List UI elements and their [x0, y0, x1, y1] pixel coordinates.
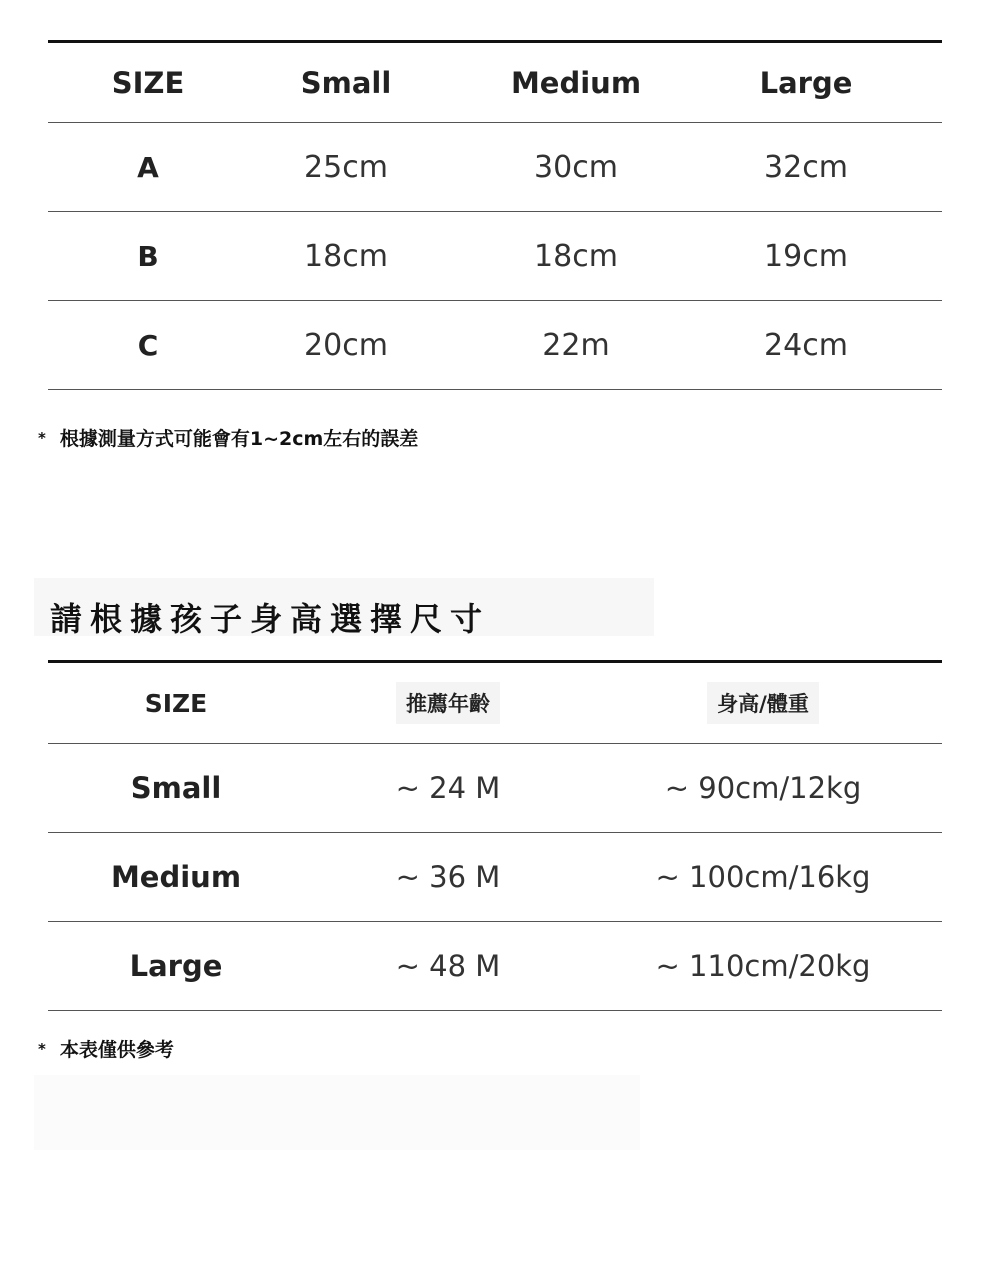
table-row: [48, 922, 942, 1011]
table-cell: 22m: [542, 327, 610, 363]
table-cell: ~ 36 M: [395, 860, 501, 894]
table-cell: ~ 100cm/16kg: [655, 860, 871, 894]
asterisk-icon: *: [38, 1039, 46, 1058]
table-cell: 18cm: [304, 238, 388, 274]
row-label: C: [137, 328, 159, 362]
table-cell: ~ 48 M: [395, 949, 501, 983]
table-cell: 30cm: [534, 149, 618, 185]
table-cell: 32cm: [764, 149, 848, 185]
blank-band: [34, 1075, 640, 1150]
table-cell: 18cm: [534, 238, 618, 274]
table-header-row: [48, 663, 942, 744]
table-cell: 20cm: [304, 327, 388, 363]
header-cell-size: SIZE: [144, 688, 208, 718]
note-text: 根據測量方式可能會有1~2cm左右的誤差: [59, 428, 419, 450]
header-cell-height-weight: [638, 663, 888, 743]
table-cell: ~ 90cm/12kg: [664, 771, 862, 805]
header-cell-small: Small: [300, 65, 392, 100]
measurement-note: [38, 424, 418, 451]
table-row: [48, 744, 942, 833]
table-header-row: [48, 43, 942, 123]
size-table-age-height: [48, 660, 942, 1011]
table-cell: 24cm: [764, 327, 848, 363]
header-cell-size: SIZE: [111, 65, 185, 100]
header-cell-age: [368, 663, 528, 743]
row-label: Small: [130, 771, 222, 805]
header-cell-large: Large: [759, 65, 853, 100]
table-cell: ~ 110cm/20kg: [655, 949, 871, 983]
asterisk-icon: *: [38, 428, 46, 447]
header-label: 身高/體重: [707, 682, 819, 724]
row-label: A: [137, 150, 159, 184]
table-row: [48, 833, 942, 922]
table-row: [48, 123, 942, 212]
header-label: 推薦年齡: [396, 682, 500, 724]
header-cell-medium: Medium: [510, 65, 642, 100]
row-label: Medium: [110, 860, 242, 894]
section-heading: 請根據孩子身高選擇尺寸: [50, 600, 491, 638]
table-row: [48, 212, 942, 301]
row-label: B: [137, 239, 159, 273]
table-cell: 25cm: [304, 149, 388, 185]
row-label: Large: [129, 949, 223, 983]
table-row: [48, 301, 942, 390]
size-table-dimensions: [48, 40, 942, 390]
table-cell: ~ 24 M: [395, 771, 501, 805]
reference-note: [38, 1035, 174, 1062]
note-text: 本表僅供參考: [59, 1039, 174, 1061]
table-cell: 19cm: [764, 238, 848, 274]
